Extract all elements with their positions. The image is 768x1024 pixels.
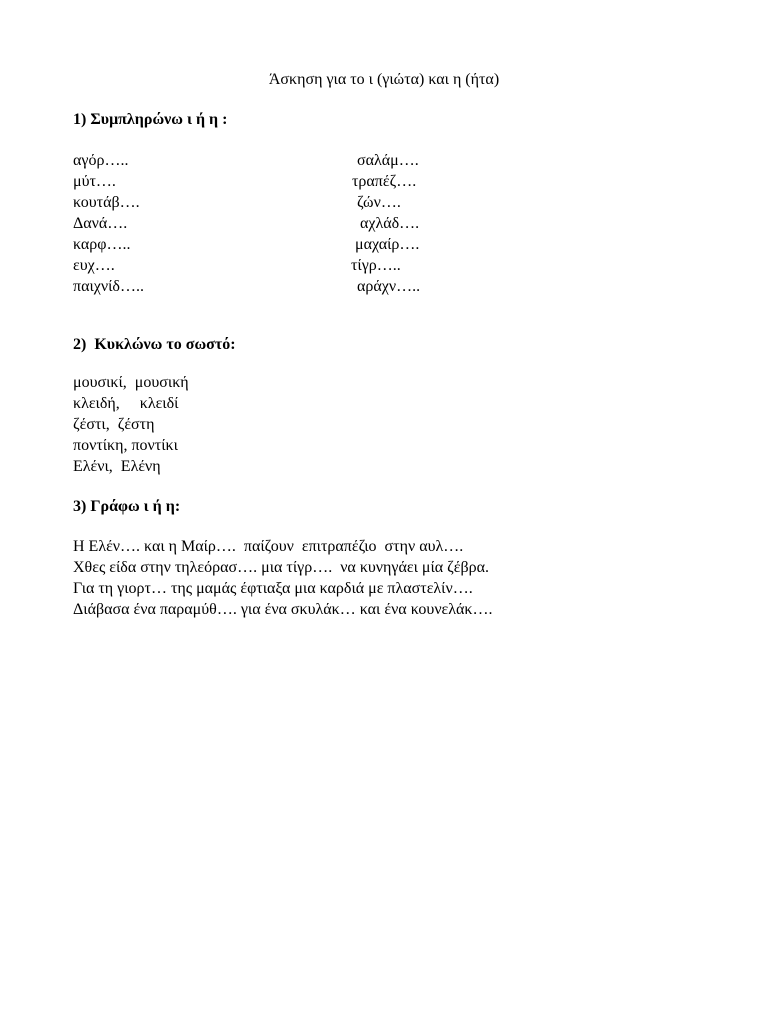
- section1-right-item: ζών….: [357, 194, 401, 211]
- worksheet-title: Άσκηση για το ι (γιώτα) και η (ήτα): [268, 71, 500, 88]
- section1-left-item: καρφ…..: [73, 236, 131, 253]
- section2-choice-pair: κλειδή, κλειδί: [73, 395, 179, 412]
- section3-sentence: Για τη γιορτ… της μαμάς έφτιαξα μια καρδιά με πλαστελίν….: [73, 580, 473, 597]
- section1-left-item: παιχνίδ…..: [73, 278, 144, 295]
- section1-left-item: Δανά….: [73, 215, 128, 232]
- section1-left-item: κουτάβ….: [73, 194, 140, 211]
- section3-sentence: Διάβασα ένα παραμύθ…. για ένα σκυλάκ… και ένα κουνελάκ….: [73, 601, 493, 618]
- section2-choice-pair: Ελένι, Ελένη: [73, 458, 161, 475]
- section1-left-item: αγόρ…..: [73, 152, 129, 169]
- section3-heading: 3) Γράφω ι ή η:: [73, 498, 181, 515]
- section1-heading: 1) Συμπληρώνω ι ή η :: [73, 111, 228, 128]
- section2-choice-pair: ζέστι, ζέστη: [73, 416, 155, 433]
- section1-right-item: μαχαίρ….: [355, 236, 420, 253]
- section1-left-item: ευχ….: [73, 257, 115, 274]
- section1-right-item: τίγρ…..: [351, 257, 401, 274]
- section1-right-item: αράχν…..: [357, 278, 421, 295]
- section1-left-item: μύτ….: [73, 173, 116, 190]
- section1-right-item: αχλάδ….: [360, 215, 420, 232]
- section2-choice-pair: μουσικί, μουσική: [73, 374, 189, 391]
- section1-right-item: σαλάμ….: [357, 152, 419, 169]
- section1-right-item: τραπέζ….: [352, 173, 417, 190]
- section2-choice-pair: ποντίκη, ποντίκι: [73, 437, 178, 454]
- section2-heading: 2) Κυκλώνω το σωστό:: [73, 336, 236, 353]
- section3-sentence: Η Ελέν…. και η Μαίρ…. παίζουν επιτραπέζιο στην αυλ….: [73, 538, 464, 555]
- section3-sentence: Χθες είδα στην τηλεόρασ…. μια τίγρ…. να κυνηγάει μία ζέβρα.: [73, 559, 489, 576]
